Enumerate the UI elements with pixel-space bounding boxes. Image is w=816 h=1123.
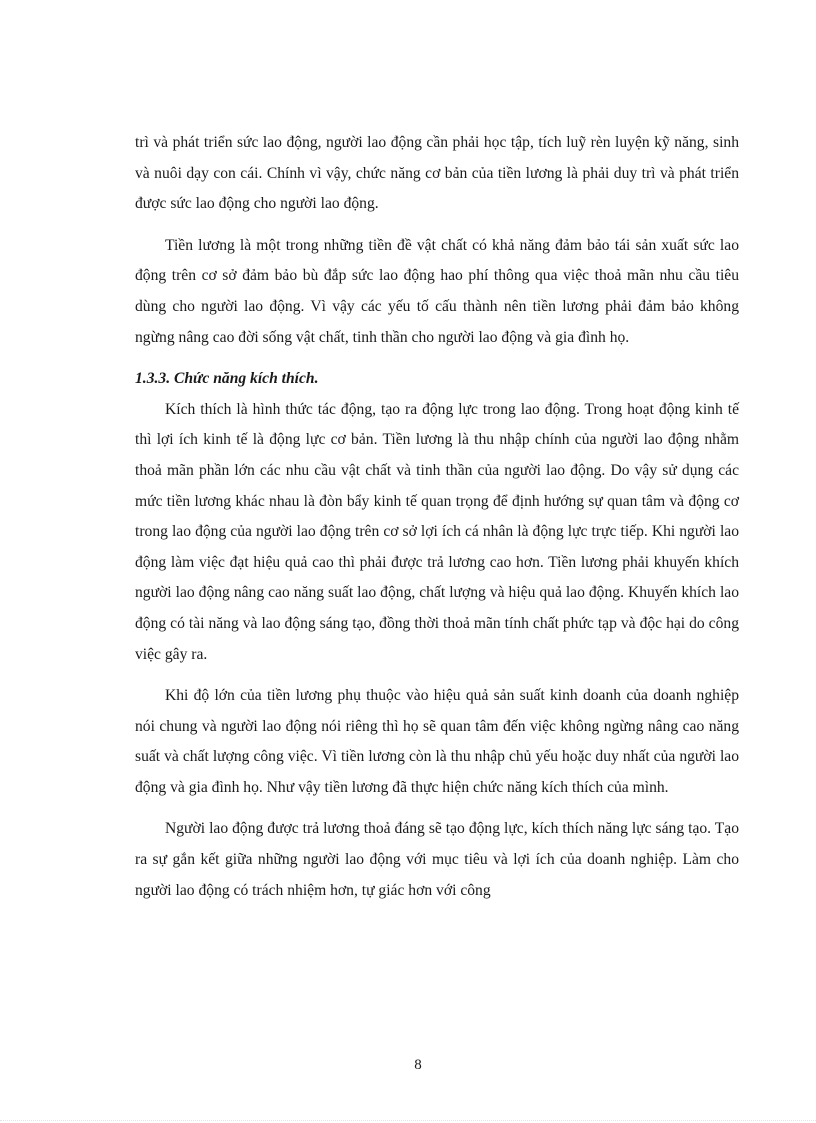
paragraph-continuation: trì và phát triển sức lao động, người lao động cần phải học tập, tích luỹ rèn luyện kỹ năng, sinh và nuôi dạy con cái. Chính vì vậy, chức năng cơ bản của tiền lương là phải duy trì và phát triển được sức lao động cho người lao động. <box>135 134 739 213</box>
paragraph-wage-premise: Tiền lương là một trong những tiền đề vật chất có khả năng đảm bảo tái sản xuất sức lao động trên cơ sở đảm bảo bù đắp sức lao động hao phí thông qua việc thoả mãn nhu cầu tiêu dùng cho người lao động. Vì vậy các yếu tố cấu thành nên tiền lương phải đảm bảo không ngừng nâng cao đời sống vật chất, tinh thần cho người lao động và gia đình họ. <box>135 236 739 346</box>
page-bottom-divider <box>0 1120 816 1121</box>
document-page-body <box>135 128 739 906</box>
paragraph-gap <box>135 803 739 814</box>
section-heading: 1.3.3. Chức năng kích thích. <box>135 370 319 388</box>
page-number: 8 <box>414 1057 422 1073</box>
paragraph-gap <box>135 670 739 681</box>
paragraph-wage-efficiency: Khi độ lớn của tiền lương phụ thuộc vào hiệu quả sản suất kinh doanh của doanh nghiệp nói chung và người lao động nói riêng thì họ sẽ quan tâm đến việc không ngừng nâng cao năng suất và chất lượng công việc. Vì tiền lương còn là thu nhập chủ yếu hoặc duy nhất của người lao động và gia đình họ. Như vậy tiền lương đã thực hiện chức năng kích thích của mình. <box>135 687 739 796</box>
paragraph-fair-pay: Người lao động được trả lương thoả đáng sẽ tạo động lực, kích thích năng lực sáng tạo. Tạo ra sự gắn kết giữa những người lao động với mục tiêu và lợi ích của doanh nghiệp. Làm cho người lao động có trách nhiệm hơn, tự giác hơn với công <box>135 820 739 899</box>
paragraph-gap <box>135 220 739 231</box>
paragraph-gap <box>135 353 739 364</box>
paragraph-stimulation-definition: Kích thích là hình thức tác động, tạo ra động lực trong lao động. Trong hoạt động kinh tế thì lợi ích kinh tế là động lực cơ bản. Tiền lương là thu nhập chính của người lao động nhằm thoả mãn phần lớn các nhu cầu vật chất và tinh thần của người lao động. Do vậy sử dụng các mức tiền lương khác nhau là đòn bẩy kinh tế quan trọng để định hướng sự quan tâm và động cơ trong lao động của người lao động trên cơ sở lợi ích cá nhân là động lực trực tiếp. Khi người lao động làm việc đạt hiệu quả cao thì phải được trả lương cao hơn. Tiền lương phải khuyến khích người lao động nâng cao năng suất lao động, chất lượng và hiệu quả lao động. Khuyến khích lao động có tài năng và lao động sáng tạo, đồng thời thoả mãn tính chất phức tạp và độc hại do công việc gây ra. <box>135 400 739 663</box>
